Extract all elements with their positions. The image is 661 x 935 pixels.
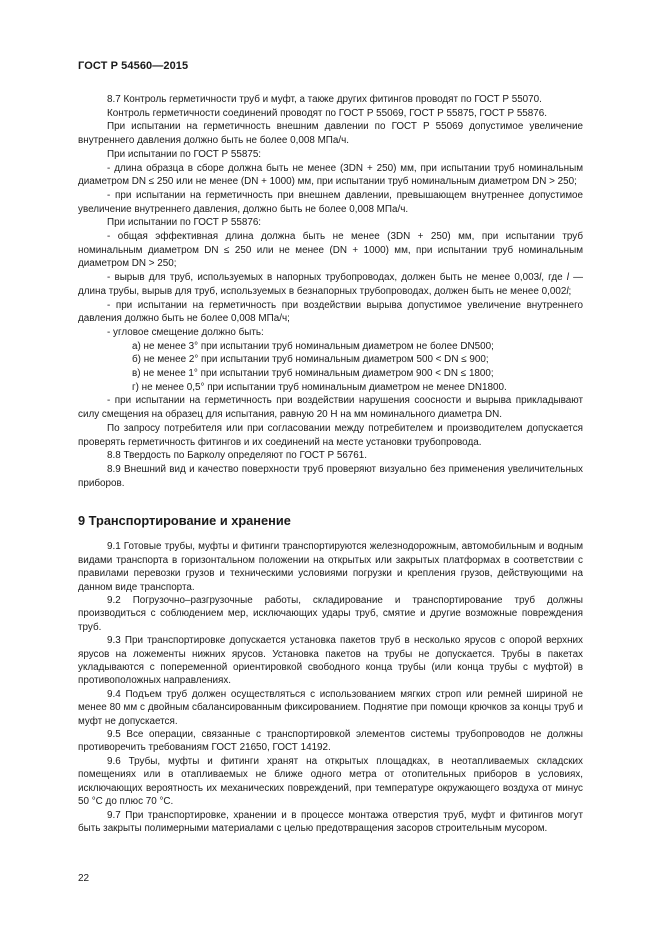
paragraph: - при испытании на герметичность при внешнем давлении, превышающем внутреннее допустимое увеличение внутреннего давления, должно быть не более 0,008 МПа/ч. [78, 189, 583, 215]
paragraph: 9.2 Погрузочно–разгрузочные работы, складирование и транспортирование труб должны производиться с соблюдением мер, исключающих удары труб, смятие и другие возможные повреждения труб. [78, 595, 583, 633]
paragraph: 9.1 Готовые трубы, муфты и фитинги транспортируются железнодорожным, автомобильным и водным видами транспорта в горизонтальном положении на открытых или закрытых платформах в соответствии с правилами перевозки грузов и техническими условиями погрузки и крепления грузов, действующими на данном виде транспорта. [78, 541, 583, 593]
section-title: 9 Транспортирование и хранение [78, 513, 291, 529]
text-fragment: ; [568, 285, 572, 297]
italic-l: l [566, 272, 569, 284]
paragraph: - угловое смещение должно быть: [107, 326, 264, 338]
page-content [78, 93, 583, 835]
section-9 [78, 513, 583, 835]
italic-l: l [566, 285, 569, 297]
italic-l: l [539, 272, 542, 284]
text-fragment: , где [541, 272, 567, 284]
paragraph: При испытании по ГОСТ Р 55876: [107, 217, 262, 229]
paragraph: 8.7 Контроль герметичности труб и муфт, а также других фитингов проводят по ГОСТ Р 55070. [107, 94, 542, 105]
paragraph: 9.3 При транспортировке допускается установка пакетов труб в несколько ярусов с опорой верхних ярусов на ложементы нижних ярусов. Установка пакетов на трубы не допускается. Трубы в пакетах укладываются с попеременной ориентировкой свободного конца трубы (или конца трубы с муфтой) в противоположных направлениях. [78, 635, 583, 687]
paragraph: По запросу потребителя или при согласовании между потребителем и производителем допускается проверять герметичность фитингов и их соединений на месте установки трубопровода. [78, 422, 583, 448]
list-item: б) не менее 2° при испытании труб номинальным диаметром 500 < DN ≤ 900; [132, 354, 489, 366]
paragraph: 8.9 Внешний вид и качество поверхности труб проверяют визуально без применения увеличительных приборов. [78, 463, 583, 489]
page-number: 22 [78, 873, 90, 884]
paragraph: 9.7 При транспортировке, хранении и в процессе монтажа отверстия труб, муфт и фитингов могут быть закрыты полимерными материалами с целью предотвращения засоров строительным мусором. [78, 809, 583, 834]
paragraph: - длина образца в сборе должна быть не менее (3DN + 250) мм, при испытании труб номинальным диаметром DN ≤ 250 или не менее (DN + 1000) мм, при испытании труб номинальным диаметром DN > 250; [78, 162, 583, 188]
paragraph: - при испытании на герметичность при воздействии вырыва допустимое увеличение внутреннего давления должно быть не более 0,008 МПа/ч; [78, 299, 583, 325]
paragraph: При испытании на герметичность внешним давлении по ГОСТ Р 55069 допустимое увеличение внутреннего давления должно быть не более 0,008 МПа/ч. [78, 121, 583, 147]
paragraph: 9.6 Трубы, муфты и фитинги хранят на открытых площадках, в неотапливаемых складских помещениях или в отапливаемых не ближе одного метра от отопительных приборов в условиях, исключающих вероятность их механических повреждений, при температуре окружающего воздуха от минус 50 °С до плюс 70 °С. [78, 755, 583, 808]
list-item: в) не менее 1° при испытании труб номинальным диаметром 900 < DN ≤ 1800; [132, 368, 494, 380]
list-item: а) не менее 3° при испытании труб номинальным диаметром не более DN500; [132, 340, 494, 352]
text-fragment: — длина трубы, вырыв для труб, используемых в безнапорных трубопроводах, должен быть не менее 0,002 [78, 272, 584, 297]
paragraph: Контроль герметичности соединений проводят по ГОСТ Р 55069, ГОСТ Р 55875, ГОСТ Р 55876. [107, 107, 548, 119]
paragraph: - общая эффективная длина должна быть не менее (3DN + 250) мм, при испытании труб номинальным диаметром DN ≤ 250 или не менее (DN + 1000) мм, при испытании труб номинальным диаметром DN > 250; [78, 231, 583, 270]
list-item: г) не менее 0,5° при испытании труб номинальным диаметром не менее DN1800. [132, 381, 507, 393]
text-fragment: - вырыв для труб, используемых в напорных трубопроводах, должен быть не менее 0,003 [107, 272, 540, 284]
paragraph-vyryv [78, 271, 583, 298]
paragraph: 9.4 Подъем труб должен осуществляться с использованием мягких строп или ремней шириной не менее 80 мм с двойным сбалансированным фиксированием. Поднятие при помощи крючков за концы труб и муфт не допускается. [78, 688, 583, 727]
paragraph: 8.8 Твердость по Барколу определяют по ГОСТ Р 56761. [107, 450, 368, 462]
paragraph: - при испытании на герметичность при воздействии нарушения соосности и вырыва прикладывают силу смещения на образец для испытания, равную 20 Н на мм номинального диаметра DN. [78, 395, 583, 421]
paragraph: При испытании по ГОСТ Р 55875: [107, 148, 262, 160]
paragraph: 9.5 Все операции, связанные с транспортировкой элементов системы трубопроводов не должны противоречить требованиям ГОСТ 21650, ГОСТ 14192. [78, 729, 583, 754]
document-header: ГОСТ Р 54560—2015 [78, 60, 189, 72]
